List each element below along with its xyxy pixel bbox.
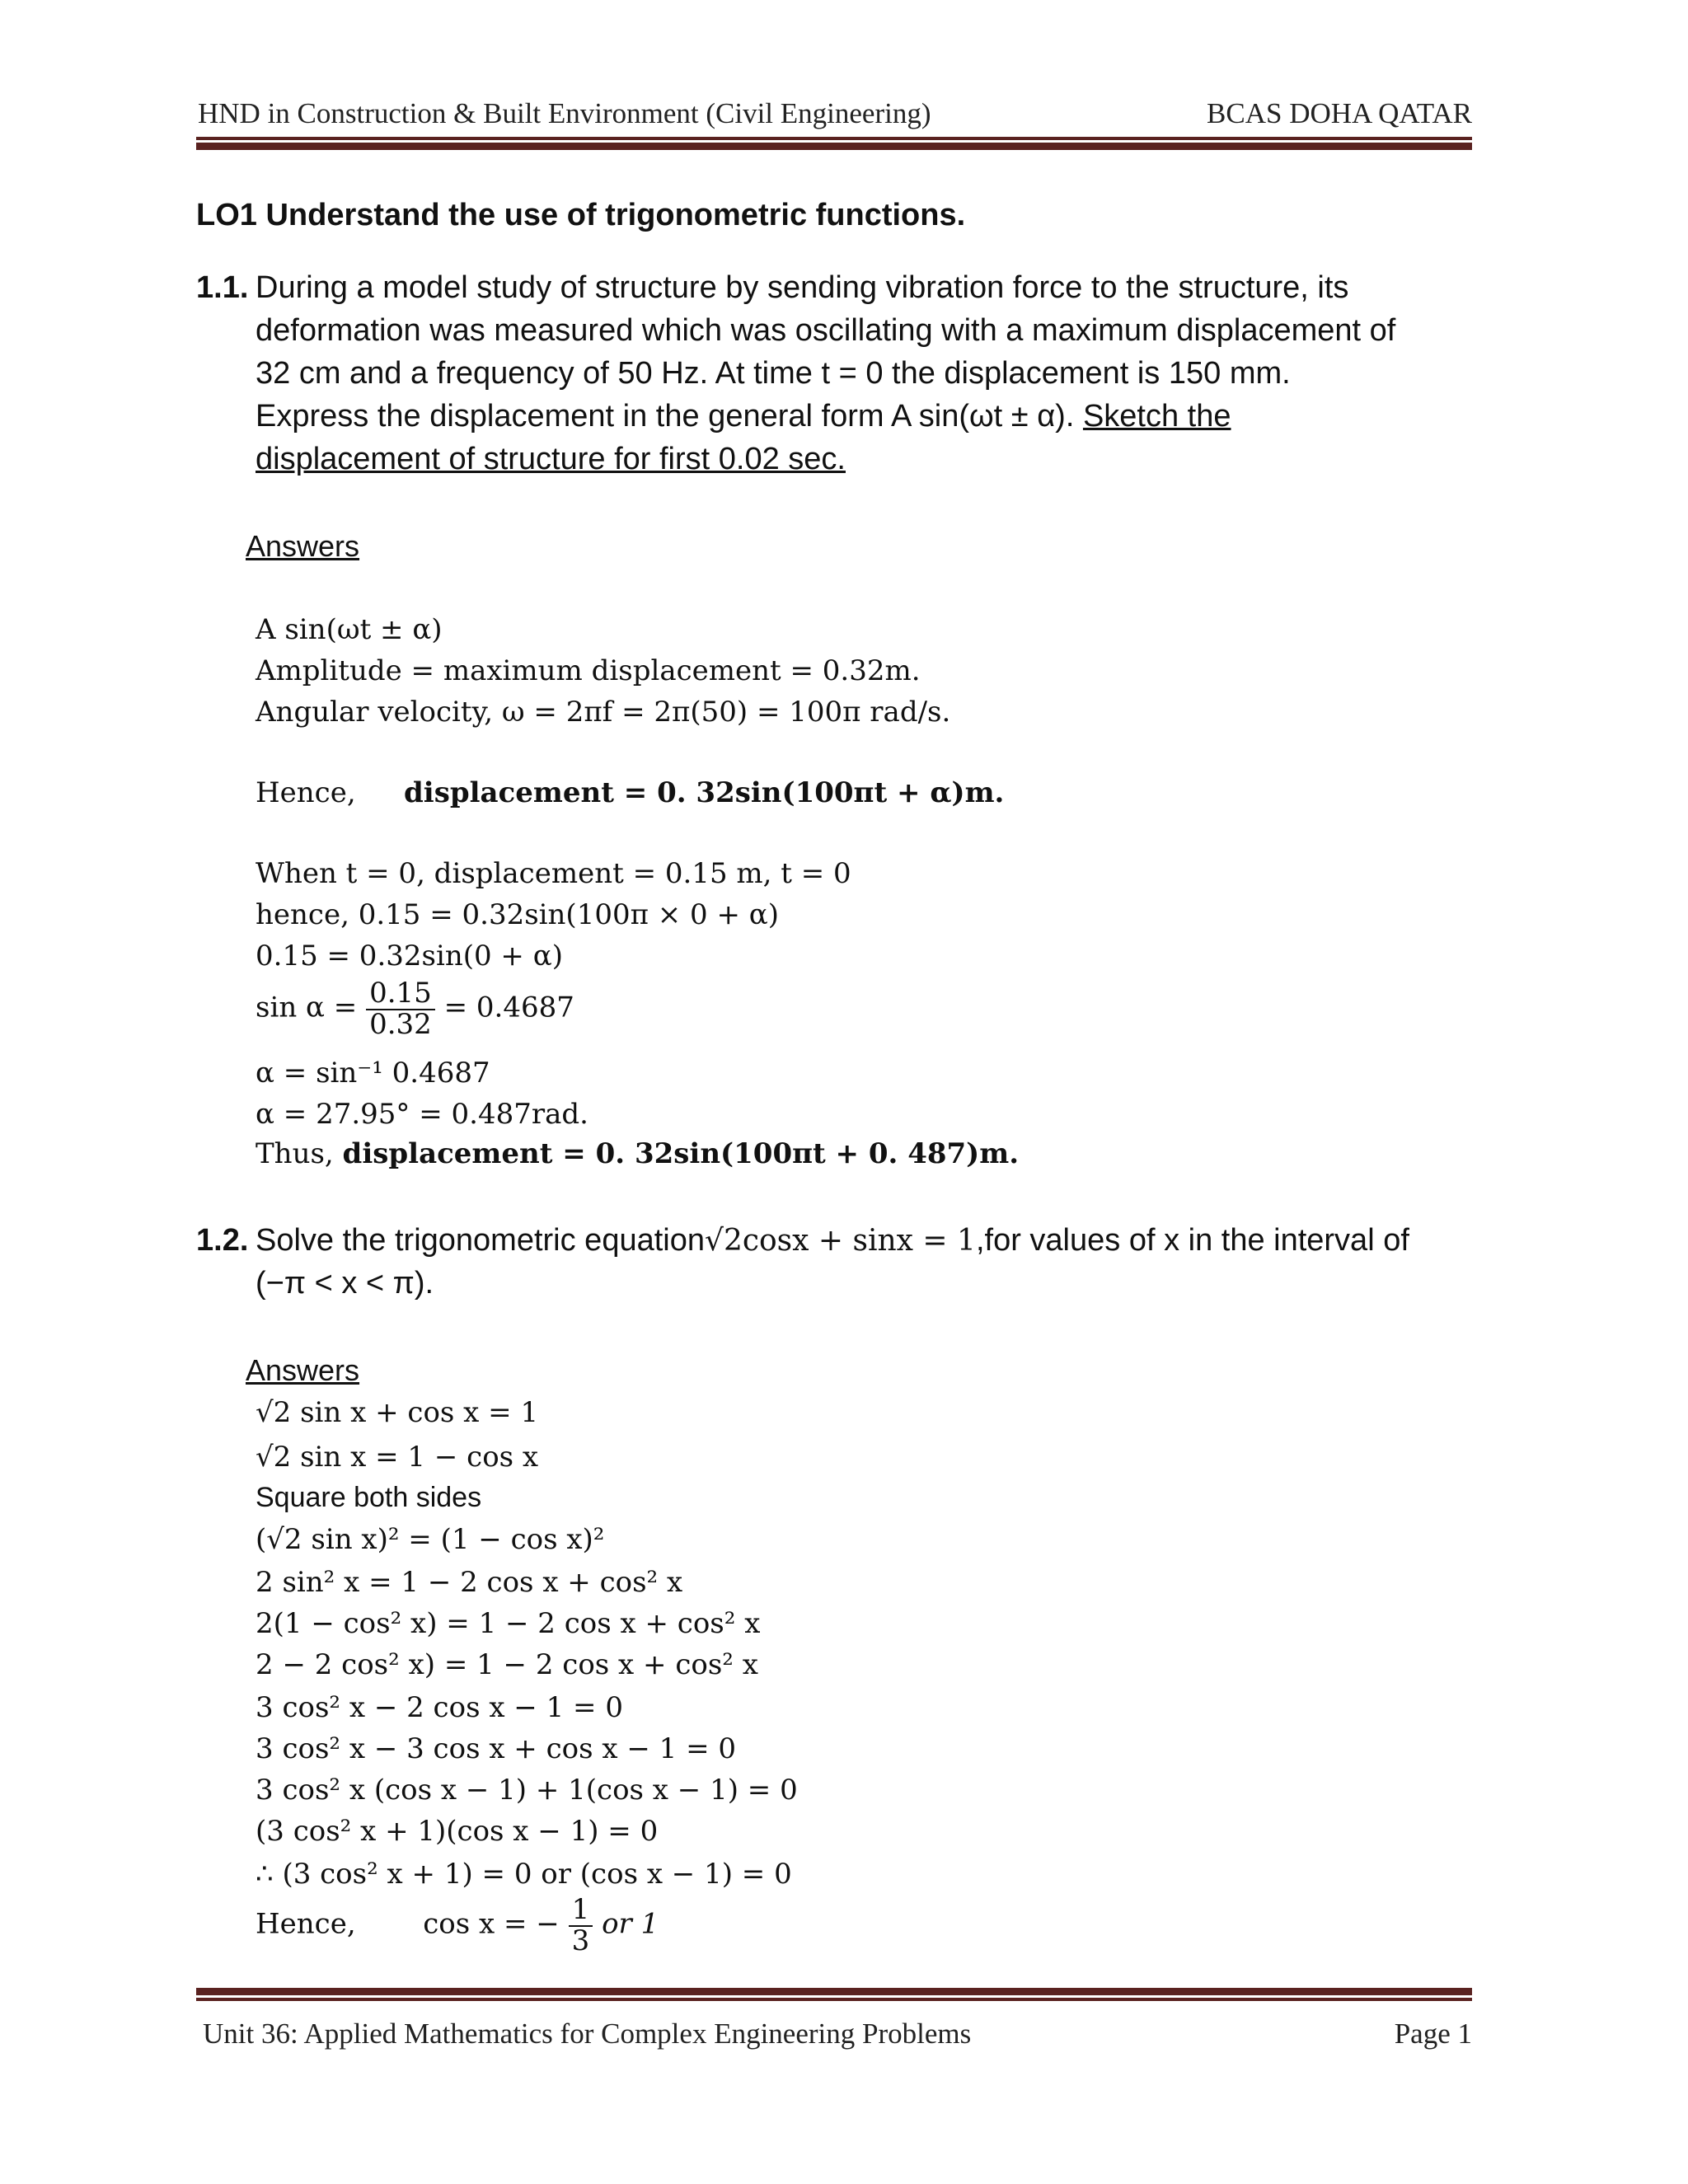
header-course-title: HND in Construction & Built Environment (Civil Engineering)	[198, 97, 931, 129]
math-line: (3 cos² x + 1)(cos x − 1) = 0	[256, 1815, 659, 1848]
question-1-2-equation: √2cosx + sinx = 1	[705, 1224, 976, 1258]
answers-heading: Answers	[246, 1353, 360, 1387]
fraction-numerator: 0.15	[366, 979, 435, 1010]
final-cos-line	[256, 1893, 659, 1957]
math-line: hence, 0.15 = 0.32sin(100π × 0 + α)	[256, 898, 779, 931]
fraction	[366, 979, 435, 1039]
math-line: 2 − 2 cos² x) = 1 − 2 cos x + cos² x	[256, 1648, 758, 1681]
footer-page-number: Page 1	[1394, 2018, 1472, 2050]
final-cos-lhs: cos x = −	[423, 1907, 560, 1941]
question-1-1-line: deformation was measured which was oscillating with a maximum displacement of	[256, 313, 1396, 348]
footer-unit-title: Unit 36: Applied Mathematics for Complex Engineering Problems	[203, 2018, 972, 2050]
question-1-1-sketch-task: Sketch the	[1082, 399, 1231, 434]
math-line: Amplitude = maximum displacement = 0.32m.	[256, 654, 921, 687]
fraction-numerator: 1	[569, 1896, 593, 1927]
fraction-denominator: 3	[571, 1924, 590, 1957]
math-line: When t = 0, displacement = 0.15 m, t = 0	[256, 857, 851, 890]
question-1-1-text: Express the displacement in the general form A sin(ωt ± α).	[256, 399, 1083, 434]
question-1-1-line: displacement of structure for first 0.02 sec.	[256, 442, 846, 476]
question-1-2-line	[256, 1223, 1409, 1258]
header-rule-thin	[196, 137, 1472, 140]
question-1-2-interval: (−π < x < π).	[256, 1266, 434, 1301]
final-displacement-line	[256, 1137, 1019, 1170]
instruction-line: Square both sides	[256, 1482, 482, 1513]
sin-alpha-lhs: sin α =	[256, 991, 358, 1024]
math-line: 2(1 − cos² x) = 1 − 2 cos x + cos² x	[256, 1607, 761, 1640]
math-line: 3 cos² x − 2 cos x − 1 = 0	[256, 1691, 623, 1724]
fraction-denominator: 0.32	[369, 1007, 432, 1041]
math-line: (√2 sin x)² = (1 − cos x)²	[256, 1523, 605, 1556]
header-institution: BCAS DOHA QATAR	[1207, 97, 1472, 129]
final-hence-label: Hence,	[256, 1907, 356, 1941]
question-1-1-line: During a model study of structure by sending vibration force to the structure, its	[256, 270, 1349, 305]
final-displacement-equation: displacement = 0. 32sin(100πt + 0. 487)m.	[342, 1137, 1020, 1170]
math-line: ∴ (3 cos² x + 1) = 0 or (cos x − 1) = 0	[256, 1858, 792, 1891]
footer-rule-thick	[196, 1988, 1472, 1995]
math-line: 3 cos² x − 3 cos x + cos x − 1 = 0	[256, 1732, 737, 1765]
displacement-equation: displacement = 0. 32sin(100πt + α)m.	[404, 776, 1005, 809]
fraction	[569, 1893, 593, 1957]
math-line: α = 27.95° = 0.487rad.	[256, 1098, 588, 1131]
header-rule-thick	[196, 143, 1472, 150]
question-number-1-2: 1.2.	[196, 1223, 249, 1258]
question-1-1-line: 32 cm and a frequency of 50 Hz. At time t = 0 the displacement is 150 mm.	[256, 356, 1291, 391]
math-line: A sin(ωt ± α)	[256, 613, 443, 646]
math-line: √2 sin x + cos x = 1	[256, 1396, 539, 1429]
math-line: 0.15 = 0.32sin(0 + α)	[256, 940, 563, 972]
question-1-2-text: ,for values of x in the interval of	[975, 1223, 1409, 1258]
sin-alpha-fraction-line	[256, 979, 574, 1039]
footer-rule-thin	[196, 1998, 1472, 2001]
learning-outcome-title: LO1 Understand the use of trigonometric functions.	[196, 198, 966, 232]
thus-label: Thus,	[256, 1137, 334, 1170]
answers-heading: Answers	[246, 529, 360, 563]
hence-label: Hence,	[256, 776, 356, 809]
math-line: √2 sin x = 1 − cos x	[256, 1441, 539, 1474]
sin-alpha-rhs: = 0.4687	[443, 991, 574, 1024]
math-line: 2 sin² x = 1 − 2 cos x + cos² x	[256, 1566, 683, 1599]
question-number-1-1: 1.1.	[196, 270, 249, 305]
question-1-2-text: Solve the trigonometric equation	[256, 1223, 705, 1258]
math-line: α = sin⁻¹ 0.4687	[256, 1057, 490, 1090]
question-1-1-line	[256, 399, 1231, 434]
final-cos-rhs: or 1	[602, 1907, 659, 1941]
math-line: Angular velocity, ω = 2πf = 2π(50) = 100π rad/s.	[256, 696, 951, 729]
math-line: 3 cos² x (cos x − 1) + 1(cos x − 1) = 0	[256, 1774, 798, 1807]
